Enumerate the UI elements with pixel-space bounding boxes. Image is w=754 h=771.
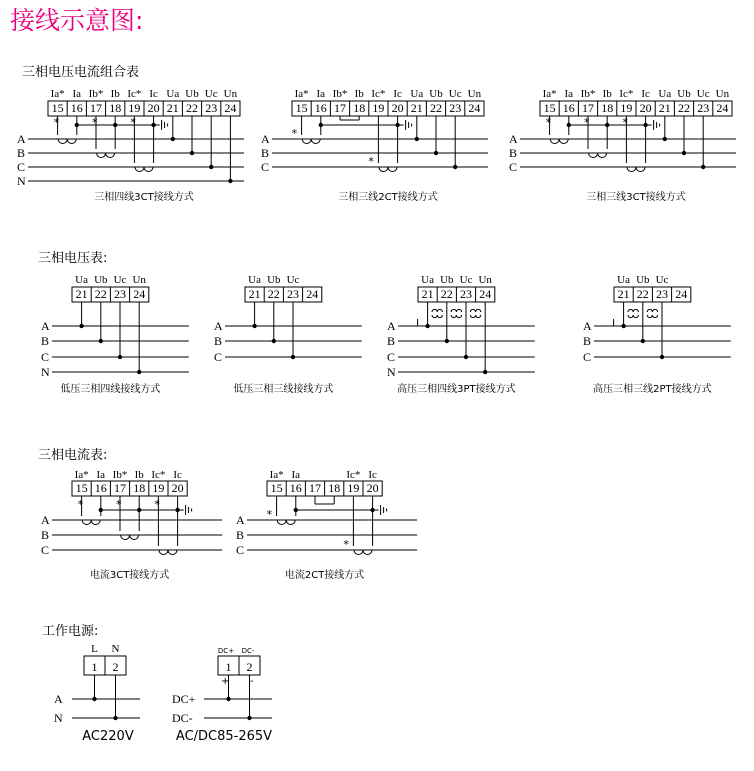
phase-label-A: A <box>236 513 245 527</box>
phase-label-A: A <box>41 513 50 527</box>
junction-dot <box>291 355 295 359</box>
polarity-plus: + <box>221 676 230 687</box>
junction-dot <box>151 123 155 127</box>
junction-dot <box>99 508 103 512</box>
phase-label-B: B <box>41 528 50 542</box>
phase-label-C: C <box>214 350 223 364</box>
terminal-number: 16 <box>314 101 327 115</box>
phase-label-B: B <box>583 334 592 348</box>
polarity-mark: * <box>92 116 98 129</box>
terminal-number: 24 <box>306 287 319 301</box>
phase-label-C: C <box>583 350 592 364</box>
junction-dot <box>190 151 194 155</box>
terminal-number: 16 <box>94 481 107 495</box>
terminal-number: 17 <box>114 481 126 495</box>
terminal-label: Ic* <box>346 469 361 481</box>
terminal-label: Un <box>467 88 482 100</box>
terminal-label: Ia* <box>50 88 65 100</box>
junction-dot <box>319 123 323 127</box>
terminal-label: Ua <box>166 88 180 100</box>
terminal-number: 21 <box>617 287 630 301</box>
junction-dot <box>641 339 645 343</box>
junction-dot <box>171 137 175 141</box>
power-caption: AC/DC85-265V <box>175 729 273 744</box>
polarity-mark: * <box>291 127 298 140</box>
polarity-mark: * <box>584 116 590 129</box>
phase-label-C: C <box>41 543 50 557</box>
terminal-label: Ua <box>248 274 262 286</box>
section-heading-current: 三相电流表: <box>38 448 108 463</box>
ct-coil <box>302 139 320 144</box>
terminal-number: 22 <box>186 101 198 115</box>
terminal-number: 2 <box>246 660 253 674</box>
phase-label-B: B <box>236 528 245 542</box>
terminal-label: Ub <box>440 274 454 286</box>
terminal-number: 15 <box>295 101 308 115</box>
diagram-caption: 电流3CT接线方式 <box>89 570 170 581</box>
terminal-number: 20 <box>171 481 184 495</box>
ct-coil <box>354 550 372 555</box>
diagram-caption: 高压三相三线2PT接线方式 <box>593 384 712 395</box>
diagram-caption: 三相三线2CT接线方式 <box>338 192 438 203</box>
section-heading-voltage: 三相电压表: <box>38 251 108 266</box>
terminal-number: 24 <box>468 101 481 115</box>
pt-coil <box>432 309 442 312</box>
phase-label-A: A <box>214 319 223 333</box>
terminal-number: 21 <box>421 287 434 301</box>
terminal-number: 20 <box>147 101 160 115</box>
terminal-number: 24 <box>479 287 492 301</box>
terminal-number: 20 <box>366 481 379 495</box>
terminal-block-voltage <box>245 287 322 302</box>
ct-coil <box>82 520 100 525</box>
terminal-number: 23 <box>697 101 710 115</box>
phase-label-N: N <box>387 365 396 379</box>
pt-coil <box>451 315 461 318</box>
terminal-number: 23 <box>287 287 299 301</box>
polarity-mark: * <box>368 155 374 168</box>
terminal-label: Un <box>223 88 238 100</box>
terminal-block-combo <box>292 101 484 116</box>
terminal-label: Ia* <box>269 469 284 481</box>
phase-label-B: B <box>261 146 270 160</box>
junction-dot <box>415 137 419 141</box>
junction-dot <box>294 508 298 512</box>
terminal-number: 2 <box>112 660 119 674</box>
ct-coil <box>589 153 607 158</box>
junction-dot <box>113 123 117 127</box>
junction-dot <box>118 355 122 359</box>
terminal-label: Ib* <box>112 469 128 481</box>
terminal-label: Ua <box>410 88 424 100</box>
terminal-label: DC- <box>241 647 255 655</box>
ct-coil <box>58 139 76 144</box>
terminal-number: 22 <box>440 287 453 301</box>
terminal-label: Un <box>715 88 730 100</box>
phase-label-C: C <box>17 160 26 174</box>
terminal-label: Ia <box>96 469 106 481</box>
terminal-number: 17 <box>582 101 594 115</box>
terminal-label: Ib <box>602 88 612 100</box>
junction-dot <box>567 123 571 127</box>
junction-dot <box>464 355 468 359</box>
terminal-label: Uc <box>655 274 669 286</box>
terminal-label: Ia* <box>294 88 309 100</box>
terminal-label: Ub <box>94 274 108 286</box>
junction-dot <box>605 123 609 127</box>
terminal-label: Ia* <box>74 469 89 481</box>
pt-coil <box>451 309 461 312</box>
junction-dot <box>434 151 438 155</box>
terminal-number: 24 <box>224 101 237 115</box>
diagram-caption: 高压三相四线3PT接线方式 <box>397 384 516 395</box>
junction-dot <box>99 339 103 343</box>
polarity-mark: * <box>343 538 349 551</box>
terminal-number: 19 <box>620 101 633 115</box>
terminal-label: Ib* <box>88 88 104 100</box>
terminal-label: Ub <box>636 274 650 286</box>
terminal-number: 21 <box>658 101 671 115</box>
terminal-label: Uc <box>286 274 300 286</box>
terminal-label: Ib <box>354 88 364 100</box>
junction-dot <box>395 123 399 127</box>
terminal-number: 24 <box>675 287 688 301</box>
terminal-label: Ia <box>72 88 82 100</box>
terminal-block-voltage <box>614 287 691 302</box>
terminal-block-combo <box>540 101 732 116</box>
diagram-caption: 低压三相四线接线方式 <box>60 384 161 395</box>
terminal-label: Uc <box>459 274 473 286</box>
terminal-number: 20 <box>391 101 404 115</box>
terminal-number: 16 <box>70 101 83 115</box>
terminal-label: Ia <box>316 88 326 100</box>
pt-coil <box>628 309 638 312</box>
polarity-mark: * <box>130 116 136 129</box>
polarity-mark: * <box>77 498 84 511</box>
polarity-mark: * <box>116 498 122 511</box>
junction-dot <box>209 165 213 169</box>
junction-dot <box>682 151 686 155</box>
terminal-label: Un <box>132 274 146 286</box>
polarity-mark: * <box>545 116 552 129</box>
page-title: 接线示意图: <box>10 6 144 35</box>
terminal-label: Ia* <box>542 88 557 100</box>
section-heading-combo: 三相电压电流组合表 <box>22 65 140 80</box>
terminal-label: Ua <box>617 274 631 286</box>
terminal-number: 1 <box>91 660 98 674</box>
phase-label-C: C <box>387 350 396 364</box>
junction-dot <box>621 324 625 328</box>
power-line-label: DC- <box>172 711 193 725</box>
phase-label-A: A <box>509 132 518 146</box>
terminal-label: Uc <box>113 274 127 286</box>
terminal-label: Ua <box>421 274 435 286</box>
terminal-number: 22 <box>430 101 442 115</box>
terminal-block-current <box>267 481 382 496</box>
terminal-number: 21 <box>75 287 88 301</box>
phase-label-C: C <box>261 160 270 174</box>
terminal-block-voltage <box>72 287 149 302</box>
terminal-number: 17 <box>334 101 346 115</box>
junction-dot <box>701 165 705 169</box>
terminal-number: 23 <box>205 101 218 115</box>
pt-coil <box>647 315 657 318</box>
ct-coil <box>159 550 177 555</box>
power-caption: AC220V <box>82 729 134 744</box>
terminal-number: 21 <box>166 101 179 115</box>
terminal-label: Ub <box>677 88 691 100</box>
terminal-block-voltage <box>418 287 495 302</box>
terminal-number: 24 <box>716 101 729 115</box>
phase-label-A: A <box>583 319 592 333</box>
terminal-label: Ub <box>429 88 443 100</box>
terminal-number: 19 <box>372 101 385 115</box>
diagram-caption: 三相三线3CT接线方式 <box>586 192 686 203</box>
pt-coil <box>470 309 480 312</box>
junction-dot <box>370 508 374 512</box>
junction-dot <box>660 355 664 359</box>
terminal-number: 1 <box>225 660 232 674</box>
terminal-number: 18 <box>353 101 366 115</box>
terminal-number: 23 <box>656 287 668 301</box>
terminal-number: 17 <box>90 101 102 115</box>
terminal-number: 23 <box>460 287 472 301</box>
power-line-label: N <box>54 711 63 725</box>
terminal-number: 16 <box>562 101 575 115</box>
terminal-number: 22 <box>267 287 280 301</box>
terminal-number: 15 <box>543 101 556 115</box>
pt-coil <box>470 315 480 318</box>
terminal-label: Ub <box>267 274 281 286</box>
phase-label-B: B <box>214 334 223 348</box>
pt-coil <box>647 309 657 312</box>
phase-label-A: A <box>261 132 270 146</box>
terminal-number: 15 <box>75 481 88 495</box>
power-line-label: DC+ <box>172 692 196 706</box>
polarity-mark: * <box>622 116 628 129</box>
polarity-mark: * <box>154 498 160 511</box>
junction-dot <box>483 370 487 374</box>
junction-dot <box>453 165 457 169</box>
terminal-label: Ib* <box>332 88 348 100</box>
junction-dot <box>137 370 141 374</box>
terminal-number: 18 <box>601 101 614 115</box>
terminal-number: 19 <box>152 481 165 495</box>
diagram-caption: 低压三相三线接线方式 <box>233 384 334 395</box>
junction-dot <box>79 324 83 328</box>
terminal-number: 18 <box>133 481 146 495</box>
terminal-label: L <box>91 643 98 655</box>
phase-label-C: C <box>509 160 518 174</box>
terminal-label: Ic <box>641 88 650 100</box>
ct-coil <box>97 153 115 158</box>
diagram-caption: 三相四线3CT接线方式 <box>94 192 194 203</box>
phase-label-C: C <box>236 543 245 557</box>
phase-label-B: B <box>509 146 518 160</box>
section-heading-power: 工作电源: <box>42 624 99 639</box>
terminal-label: Ib <box>110 88 120 100</box>
phase-label-B: B <box>387 334 396 348</box>
polarity-mark: * <box>266 508 273 521</box>
terminal-label: Ic* <box>619 88 634 100</box>
terminal-number: 15 <box>51 101 64 115</box>
phase-label-B: B <box>17 146 26 160</box>
phase-label-N: N <box>41 365 50 379</box>
terminal-label: Ic* <box>127 88 142 100</box>
terminal-number: 22 <box>636 287 649 301</box>
terminal-label: DC+ <box>217 647 235 655</box>
pt-coil <box>628 315 638 318</box>
junction-dot <box>228 179 232 183</box>
terminal-number: 24 <box>133 287 146 301</box>
terminal-number: 18 <box>328 481 341 495</box>
terminal-block-power-dc <box>218 656 260 675</box>
terminal-number: 15 <box>270 481 283 495</box>
phase-label-A: A <box>17 132 26 146</box>
junction-dot <box>75 123 79 127</box>
terminal-block-power-ac <box>84 656 126 675</box>
junction-dot <box>272 339 276 343</box>
ct-coil <box>550 139 568 144</box>
phase-label-A: A <box>387 319 396 333</box>
phase-label-B: B <box>41 334 50 348</box>
phase-label-C: C <box>41 350 50 364</box>
terminal-number: 19 <box>347 481 360 495</box>
terminal-label: Ic* <box>151 469 166 481</box>
junction-dot <box>175 508 179 512</box>
pt-coil <box>432 315 442 318</box>
junction-dot <box>137 508 141 512</box>
terminal-label: Ib <box>134 469 144 481</box>
ct-coil <box>379 167 397 172</box>
terminal-label: Uc <box>696 88 710 100</box>
terminal-label: Ub <box>185 88 199 100</box>
polarity-minus: - <box>250 676 254 687</box>
ct-coil <box>627 167 645 172</box>
terminal-label: Ib* <box>580 88 596 100</box>
terminal-label: Uc <box>448 88 462 100</box>
terminal-number: 18 <box>109 101 122 115</box>
terminal-label: Ic <box>368 469 377 481</box>
terminal-number: 19 <box>128 101 141 115</box>
ct-coil <box>277 520 295 525</box>
terminal-label: Ia <box>291 469 301 481</box>
ct-coil <box>121 535 139 540</box>
power-line-label: A <box>54 692 63 706</box>
junction-dot <box>445 339 449 343</box>
terminal-label: Ic* <box>371 88 386 100</box>
terminal-number: 16 <box>289 481 302 495</box>
terminal-number: 21 <box>410 101 423 115</box>
terminal-label: Ic <box>173 469 182 481</box>
terminal-number: 22 <box>94 287 107 301</box>
terminal-block-current <box>72 481 187 496</box>
junction-dot <box>252 324 256 328</box>
terminal-label: Ia <box>564 88 574 100</box>
terminal-label: Ic <box>393 88 402 100</box>
terminal-block-combo <box>48 101 240 116</box>
ct-coil <box>135 167 153 172</box>
terminal-label: N <box>111 643 120 655</box>
terminal-label: Uc <box>204 88 218 100</box>
junction-dot <box>643 123 647 127</box>
terminal-number: 22 <box>678 101 690 115</box>
terminal-number: 21 <box>248 287 261 301</box>
diagram-caption: 电流2CT接线方式 <box>284 570 365 581</box>
phase-label-N: N <box>17 174 26 188</box>
terminal-label: Ic <box>149 88 158 100</box>
junction-dot <box>663 137 667 141</box>
terminal-label: Ua <box>658 88 672 100</box>
terminal-number: 17 <box>309 481 321 495</box>
junction-dot <box>425 324 429 328</box>
terminal-label: Un <box>478 274 492 286</box>
terminal-number: 20 <box>639 101 652 115</box>
terminal-number: 23 <box>114 287 126 301</box>
phase-label-A: A <box>41 319 50 333</box>
polarity-mark: * <box>53 116 60 129</box>
terminal-number: 23 <box>449 101 462 115</box>
terminal-label: Ua <box>75 274 89 286</box>
